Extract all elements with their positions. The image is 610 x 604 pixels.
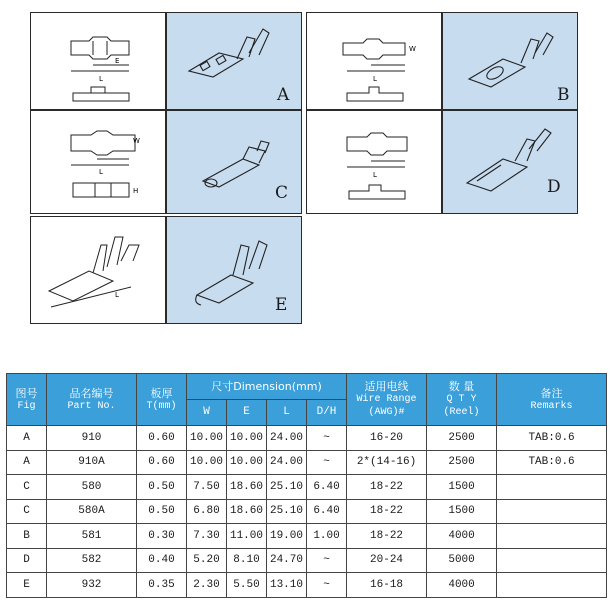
cell-part: 910A (47, 450, 137, 475)
cell-remarks (497, 524, 607, 549)
cell-part: 582 (47, 548, 137, 573)
cell-qty: 1500 (427, 499, 497, 524)
cell-qty: 2500 (427, 450, 497, 475)
cell-dh: ~ (307, 573, 347, 598)
cell-wire: 18-22 (347, 475, 427, 500)
header-e: E (227, 400, 267, 426)
dim-label-e: E (115, 57, 120, 65)
cell-remarks (497, 573, 607, 598)
terminal-c-technical-drawing (31, 111, 167, 215)
cell-w: 6.80 (187, 499, 227, 524)
cell-wire: 2*(14-16) (347, 450, 427, 475)
cell-l: 25.10 (267, 499, 307, 524)
cell-e: 10.00 (227, 426, 267, 451)
cell-remarks (497, 499, 607, 524)
dim-label-w: W (133, 137, 140, 145)
cell-wire: 20-24 (347, 548, 427, 573)
cell-w: 10.00 (187, 426, 227, 451)
table-row (7, 450, 607, 475)
cell-part: 932 (47, 573, 137, 598)
cell-fig: C (7, 475, 47, 500)
table-row (7, 499, 607, 524)
cell-l: 24.70 (267, 548, 307, 573)
cell-dh: 6.40 (307, 499, 347, 524)
dim-label-l: L (115, 291, 119, 299)
cell-fig: E (7, 573, 47, 598)
terminal-b-technical-drawing (307, 13, 443, 111)
cell-thickness: 0.40 (137, 548, 187, 573)
cell-w: 7.50 (187, 475, 227, 500)
cell-e: 8.10 (227, 548, 267, 573)
figure-label-c: C (275, 183, 289, 203)
figure-label-a: A (277, 85, 290, 105)
cell-part: 580A (47, 499, 137, 524)
cell-dh: 6.40 (307, 475, 347, 500)
cell-thickness: 0.50 (137, 475, 187, 500)
table-row (7, 524, 607, 549)
figure-c-photo (166, 110, 302, 214)
cell-dh: ~ (307, 548, 347, 573)
header-w: W (187, 400, 227, 426)
cell-l: 24.00 (267, 450, 307, 475)
header-remarks: 备注 Remarks (497, 374, 607, 426)
cell-thickness: 0.60 (137, 426, 187, 451)
cell-remarks: TAB:0.6 (497, 450, 607, 475)
dim-label-l: L (373, 171, 377, 179)
cell-qty: 4000 (427, 524, 497, 549)
cell-w: 2.30 (187, 573, 227, 598)
figure-c-drawing (30, 110, 166, 214)
cell-e: 5.50 (227, 573, 267, 598)
cell-fig: A (7, 426, 47, 451)
table-row (7, 573, 607, 598)
figure-label-b: B (557, 85, 570, 105)
header-dh: D/H (307, 400, 347, 426)
cell-qty: 4000 (427, 573, 497, 598)
cell-fig: D (7, 548, 47, 573)
figure-label-d: D (547, 177, 561, 197)
cell-thickness: 0.50 (137, 499, 187, 524)
cell-remarks (497, 548, 607, 573)
cell-dh: ~ (307, 450, 347, 475)
cell-e: 11.00 (227, 524, 267, 549)
figure-e-drawing (30, 216, 166, 324)
terminal-d-technical-drawing (307, 111, 443, 215)
cell-e: 10.00 (227, 450, 267, 475)
terminal-e-technical-drawing (31, 217, 167, 325)
dim-label-h: H (133, 187, 139, 195)
figure-d-drawing (306, 110, 442, 214)
terminal-d-illustration (443, 111, 579, 215)
cell-part: 580 (47, 475, 137, 500)
header-qty: 数 量 Q T Y (Reel) (427, 374, 497, 426)
cell-qty: 2500 (427, 426, 497, 451)
cell-l: 25.10 (267, 475, 307, 500)
cell-remarks: TAB:0.6 (497, 426, 607, 451)
header-wire-range: 适用电线 Wire Range (AWG)# (347, 374, 427, 426)
header-part-no: 品名编号 Part No. (47, 374, 137, 426)
table-row (7, 548, 607, 573)
cell-wire: 16-20 (347, 426, 427, 451)
cell-fig: B (7, 524, 47, 549)
cell-wire: 18-22 (347, 524, 427, 549)
cell-l: 24.00 (267, 426, 307, 451)
cell-part: 581 (47, 524, 137, 549)
terminal-a-technical-drawing (31, 13, 167, 111)
cell-e: 18.60 (227, 475, 267, 500)
cell-l: 19.00 (267, 524, 307, 549)
header-thickness: 板厚 T(mm) (137, 374, 187, 426)
figure-e-photo (166, 216, 302, 324)
table-row (7, 475, 607, 500)
figure-b-drawing (306, 12, 442, 110)
figure-b-photo (442, 12, 578, 110)
dim-label-l: L (373, 75, 377, 83)
cell-remarks (497, 475, 607, 500)
figure-a-photo (166, 12, 302, 110)
cell-qty: 5000 (427, 548, 497, 573)
cell-thickness: 0.35 (137, 573, 187, 598)
figure-label-e: E (275, 295, 288, 315)
header-dimension: 尺寸Dimension(mm) (187, 374, 347, 400)
dim-label-w: W (409, 45, 416, 53)
table-row (7, 426, 607, 451)
cell-e: 18.60 (227, 499, 267, 524)
cell-fig: A (7, 450, 47, 475)
cell-qty: 1500 (427, 475, 497, 500)
figure-a-drawing (30, 12, 166, 110)
cell-l: 13.10 (267, 573, 307, 598)
header-fig: 图号 Fig (7, 374, 47, 426)
cell-dh: 1.00 (307, 524, 347, 549)
dim-label-l: L (99, 75, 103, 83)
cell-w: 7.30 (187, 524, 227, 549)
cell-wire: 18-22 (347, 499, 427, 524)
cell-part: 910 (47, 426, 137, 451)
cell-dh: ~ (307, 426, 347, 451)
cell-thickness: 0.60 (137, 450, 187, 475)
cell-wire: 16-18 (347, 573, 427, 598)
cell-fig: C (7, 499, 47, 524)
cell-w: 10.00 (187, 450, 227, 475)
header-l: L (267, 400, 307, 426)
dim-label-l: L (99, 168, 103, 176)
cell-w: 5.20 (187, 548, 227, 573)
cell-thickness: 0.30 (137, 524, 187, 549)
figure-d-photo (442, 110, 578, 214)
specification-table (6, 373, 607, 598)
